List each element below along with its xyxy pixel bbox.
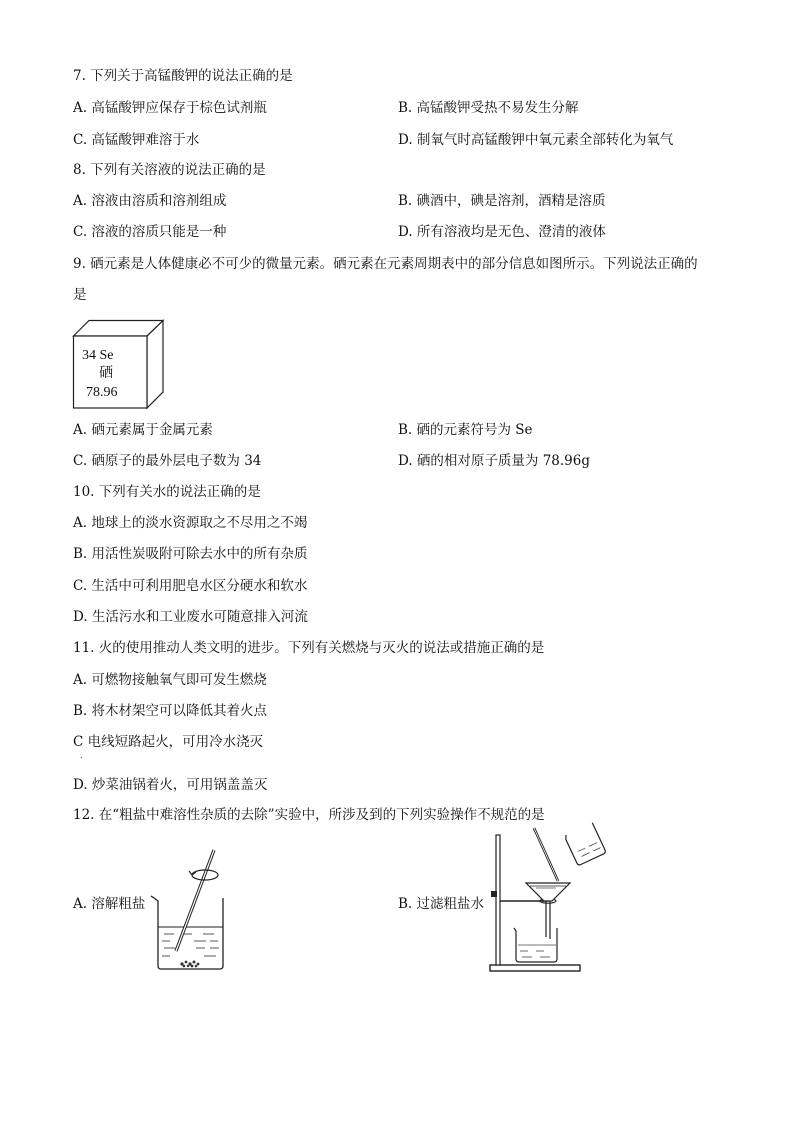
q8-option-a: A. 溶液由溶质和溶剂组成 bbox=[73, 193, 227, 209]
q8-option-b: B. 碘酒中，碘是溶剂，酒精是溶质 bbox=[398, 193, 606, 209]
q11-option-c: C 电线短路起火，可用冷水浇灭 bbox=[73, 734, 264, 750]
q9-option-c: C. 硒原子的最外层电子数为 34 bbox=[73, 453, 262, 469]
q11-option-a: A. 可燃物接触氧气即可发生燃烧 bbox=[73, 672, 267, 688]
q9-option-a: A. 硒元素属于金属元素 bbox=[73, 422, 213, 438]
q12-stem: 12. 在“粗盐中难溶性杂质的去除”实验中，所涉及到的下列实验操作不规范的是 bbox=[73, 807, 545, 823]
q11-option-d: D. 炒菜油锅着火，可用锅盖盖灭 bbox=[73, 777, 268, 793]
element-mass: 78.96 bbox=[86, 385, 118, 400]
q10-option-b: B. 用活性炭吸附可除去水中的所有杂质 bbox=[73, 546, 308, 562]
q10-option-a: A. 地球上的淡水资源取之不尽用之不竭 bbox=[73, 515, 308, 531]
q7-stem: 7. 下列关于高锰酸钾的说法正确的是 bbox=[73, 68, 293, 84]
q7-option-c: C. 高锰酸钾难溶于水 bbox=[73, 132, 200, 148]
q10-option-d: D. 生活污水和工业废水可随意排入河流 bbox=[73, 609, 308, 625]
q12-option-b: B. 过滤粗盐水 bbox=[398, 896, 485, 912]
q9-stem-line1: 9. 硒元素是人体健康必不可少的微量元素。硒元素在元素周期表中的部分信息如图所示。下列说法正确的 bbox=[73, 256, 698, 272]
q12-option-a: A. 溶解粗盐 bbox=[73, 896, 146, 912]
q11-stray-dot: . bbox=[80, 751, 83, 760]
q8-option-c: C. 溶液的溶质只能是一种 bbox=[73, 224, 227, 240]
filtration-apparatus-illustration bbox=[486, 825, 606, 975]
dissolving-beaker-illustration bbox=[148, 848, 248, 973]
q11-stem: 11. 火的使用推动人类文明的进步。下列有关燃烧与灭火的说法或措施正确的是 bbox=[73, 640, 545, 656]
element-name: 硒 bbox=[99, 366, 113, 381]
q7-option-a: A. 高锰酸钾应保存于棕色试剂瓶 bbox=[73, 100, 267, 116]
q11-option-b: B. 将木材架空可以降低其着火点 bbox=[73, 703, 268, 719]
q8-option-d: D. 所有溶液均是无色、澄清的液体 bbox=[398, 224, 606, 240]
q10-option-c: C. 生活中可利用肥皂水区分硬水和软水 bbox=[73, 578, 308, 594]
element-card-figure bbox=[73, 320, 163, 408]
q9-option-b: B. 硒的元素符号为 Se bbox=[398, 422, 533, 438]
q8-stem: 8. 下列有关溶液的说法正确的是 bbox=[73, 162, 266, 178]
q7-option-b: B. 高锰酸钾受热不易发生分解 bbox=[398, 100, 579, 116]
q10-stem: 10. 下列有关水的说法正确的是 bbox=[73, 484, 261, 500]
q9-option-d: D. 硒的相对原子质量为 78.96g bbox=[398, 453, 591, 469]
element-number-symbol: 34 Se bbox=[82, 348, 114, 363]
q7-option-d: D. 制氧气时高锰酸钾中氧元素全部转化为氧气 bbox=[398, 132, 674, 148]
q9-stem-line2: 是 bbox=[73, 287, 87, 303]
